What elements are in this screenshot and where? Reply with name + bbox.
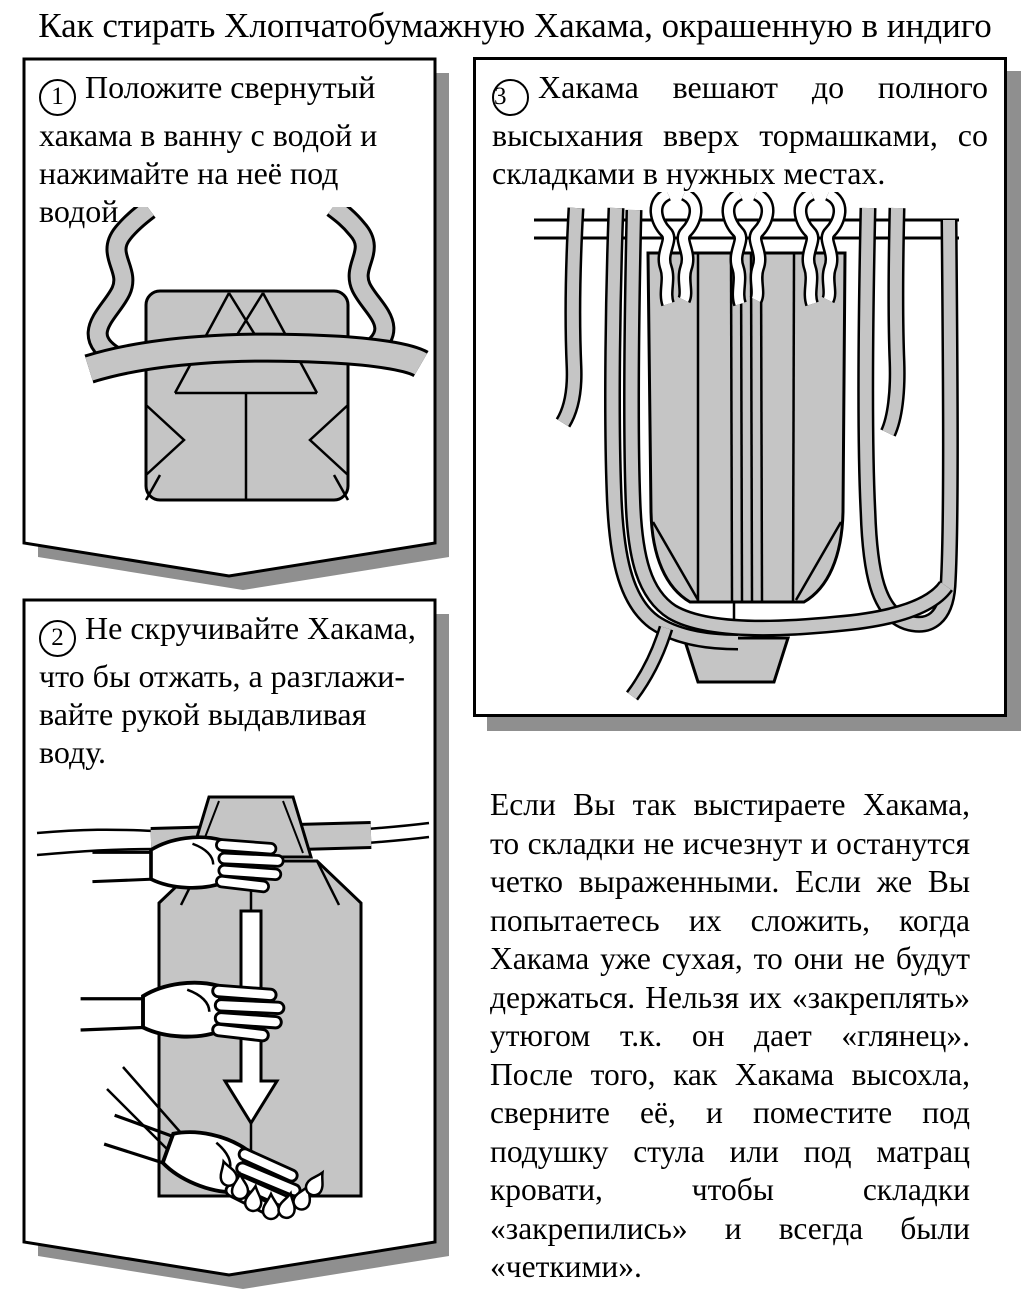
step-text-line: складками в нужных местах.	[492, 155, 886, 191]
step-3-number-badge: 3	[492, 79, 529, 116]
step-2-panel	[22, 598, 455, 1296]
hanging-strap-right-tail	[888, 208, 897, 433]
step-text-line-content: Хакама вешают до полного	[538, 69, 988, 105]
step-3-panel	[473, 57, 1007, 717]
hanging-strap-right-loop	[866, 208, 951, 624]
step-text-line: водой.	[39, 193, 127, 229]
step-text-line	[39, 68, 425, 116]
paragraph-line: «четкими».	[490, 1249, 642, 1284]
paragraph-line: Хакама уже сухая, то они не будут	[490, 941, 970, 976]
page-title: Как стирать Хлопчатобумажную Хакама, окрашенную в индиго	[38, 6, 992, 45]
step-1-illustration	[23, 207, 438, 567]
paragraph-line: сверните её, и поместите под	[490, 1095, 970, 1130]
step-3-illustration	[476, 192, 1004, 712]
step-text-line: хакама в ванну с водой и	[39, 117, 378, 153]
step-2-number-badge: 2	[39, 620, 76, 657]
step-1-panel	[22, 57, 455, 596]
pressing-hand-top	[92, 837, 277, 888]
step-text-line-content: Положите свернутый	[85, 69, 376, 105]
pressing-hand-middle	[81, 983, 279, 1037]
paragraph-line: утюгом т.к. он дает «глянец».	[490, 1018, 970, 1053]
paragraph-line: кровати, чтобы складки	[490, 1172, 970, 1207]
closing-paragraph	[490, 786, 970, 1287]
paragraph-line: попытаетесь их сложить, когда	[490, 902, 970, 938]
hakama-tie-left	[98, 209, 149, 359]
folded-hakama-body	[146, 291, 348, 500]
step-3-text	[492, 68, 988, 192]
step-text-line	[39, 609, 425, 657]
hanging-hakama-body	[648, 253, 845, 602]
step-1-number-badge: 1	[39, 79, 76, 116]
step-2-illustration	[23, 771, 438, 1239]
paragraph-line: После того, как Хакама высохла,	[490, 1056, 970, 1092]
paragraph-line: то складки не исчезнут и останутся	[490, 825, 970, 861]
step-text-line	[492, 68, 988, 116]
step-text-line: что бы отжать, а разглажи-	[39, 658, 406, 694]
step-2-text	[39, 609, 425, 771]
paragraph-line: подушку стула или под матрац	[490, 1133, 970, 1169]
paragraph-line: четко выраженными. Если же Вы	[490, 864, 970, 899]
paragraph-line: Если Вы так выстираете Хакама,	[490, 787, 970, 822]
step-text-line: воду.	[39, 734, 107, 770]
hanging-strap-left-tail	[563, 208, 576, 423]
step-text-line: высыхания вверх тормашками, со	[492, 117, 988, 153]
step-text-line: вайте рукой выдавливая	[39, 696, 367, 732]
step-1-text	[39, 68, 425, 230]
step-text-line-content: Не скручивайте Хакама,	[85, 610, 416, 646]
step-text-line: нажимайте на неё под	[39, 155, 339, 191]
paragraph-line: «закрепились» и всегда были	[490, 1210, 970, 1246]
paragraph-line: держаться. Нельзя их «закреплять»	[490, 979, 970, 1015]
